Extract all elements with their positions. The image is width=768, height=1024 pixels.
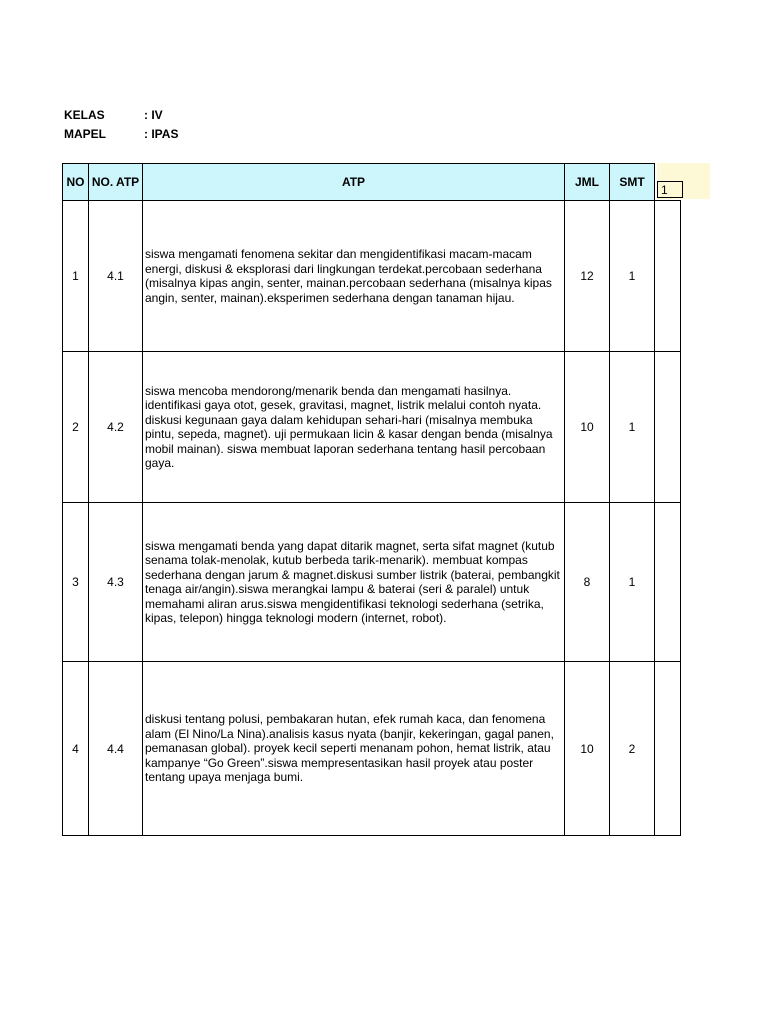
mapel-label: MAPEL bbox=[64, 127, 106, 141]
row-jml: 10 bbox=[565, 352, 610, 503]
col-header-jml: JML bbox=[565, 164, 610, 201]
kelas-label: KELAS bbox=[64, 108, 105, 122]
row-extra bbox=[655, 503, 681, 662]
table-row bbox=[63, 662, 681, 836]
atp-table bbox=[62, 163, 681, 836]
row-no-atp: 4.2 bbox=[89, 352, 143, 503]
col-header-atp: ATP bbox=[143, 164, 565, 201]
row-extra bbox=[655, 662, 681, 836]
col-header-smt: SMT bbox=[610, 164, 655, 201]
col-header-no: NO bbox=[63, 164, 89, 201]
row-atp: diskusi tentang polusi, pembakaran hutan, efek rumah kaca, dan fenomena alam (El Nino/La Nina).analisis kasus nyata (banjir, kekeringan, gagal panen, pemanasan global). proyek kecil seperti menanam pohon, hemat listrik, atau kampanye “Go Green”.siswa mempresentasikan hasil proyek atau poster tentang upaya menjaga bumi. bbox=[143, 662, 565, 836]
row-no: 1 bbox=[63, 201, 89, 352]
row-smt: 2 bbox=[610, 662, 655, 836]
table-row bbox=[63, 352, 681, 503]
row-smt: 1 bbox=[610, 352, 655, 503]
row-jml: 10 bbox=[565, 662, 610, 836]
table-row bbox=[63, 201, 681, 352]
row-smt: 1 bbox=[610, 503, 655, 662]
row-extra bbox=[655, 352, 681, 503]
row-no-atp: 4.1 bbox=[89, 201, 143, 352]
mapel-row bbox=[64, 127, 178, 141]
side-marker-cell: 1 bbox=[657, 181, 683, 198]
mapel-value: : IPAS bbox=[144, 127, 179, 141]
kelas-value: : IV bbox=[144, 108, 163, 122]
row-no: 4 bbox=[63, 662, 89, 836]
row-smt: 1 bbox=[610, 201, 655, 352]
row-no: 3 bbox=[63, 503, 89, 662]
row-atp: siswa mengamati benda yang dapat ditarik magnet, serta sifat magnet (kutub senama tolak-menolak, kutub berbeda tarik-menarik). membuat kompas sederhana dengan jarum & magnet.diskusi sumber listrik (baterai, pembangkit tenaga air/angin).siswa merangkai lampu & baterai (seri & paralel) untuk memahami aliran arus.siswa mengidentifikasi teknologi sederhana (setrika, kipas, telepon) hingga teknologi modern (internet, robot). bbox=[143, 503, 565, 662]
row-no-atp: 4.4 bbox=[89, 662, 143, 836]
row-jml: 8 bbox=[565, 503, 610, 662]
row-jml: 12 bbox=[565, 201, 610, 352]
col-header-no-atp: NO. ATP bbox=[89, 164, 143, 201]
kelas-row bbox=[64, 108, 163, 122]
row-atp: siswa mencoba mendorong/menarik benda dan mengamati hasilnya. identifikasi gaya otot, gesek, gravitasi, magnet, listrik melalui contoh nyata. diskusi kegunaan gaya dalam kehidupan sehari-hari (misalnya membuka pintu, sepeda, magnet). uji permukaan licin & kasar dengan benda (misalnya mobil mainan). siswa membuat laporan sederhana tentang hasil percobaan gaya. bbox=[143, 352, 565, 503]
table-row bbox=[63, 503, 681, 662]
row-no: 2 bbox=[63, 352, 89, 503]
row-no-atp: 4.3 bbox=[89, 503, 143, 662]
row-atp: siswa mengamati fenomena sekitar dan mengidentifikasi macam-macam energi, diskusi & eksplorasi dari lingkungan terdekat.percobaan sederhana (misalnya kipas angin, senter, mainan.percobaan sederhana (misalnya kipas angin, senter, mainan).eksperimen sederhana dengan tanaman hijau. bbox=[143, 201, 565, 352]
table-header-row bbox=[63, 164, 681, 201]
row-extra bbox=[655, 201, 681, 352]
